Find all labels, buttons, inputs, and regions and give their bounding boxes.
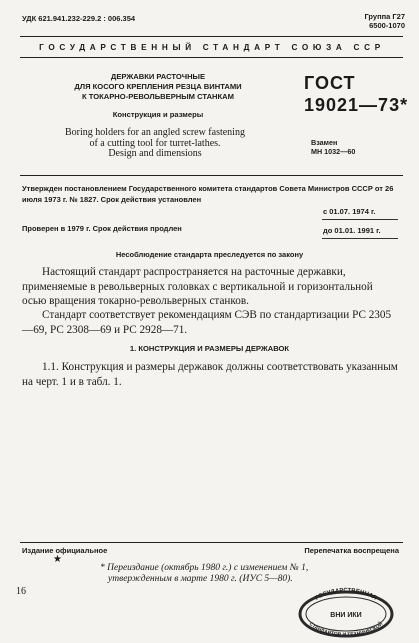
reissue-note-line-2: утвержденным в марте 1980 г. (ИУС 5—80). [108, 574, 293, 584]
approval-text: Утвержден постановлением Государственного комитета стандартов Совета Министров СССР от 26 июля 1973 г. № 1827. Срок действия установлен [22, 184, 394, 204]
body-paragraph-scope: Настоящий стандарт распространяется на расточные державки, применяемые в револьверных головках с вертикальной и горизонтальной осью вращения токарно-револьверных станков. [22, 266, 373, 307]
section-title: 1. КОНСТРУКЦИЯ И РАЗМЕРЫ ДЕРЖАВОК [129, 344, 290, 353]
replaces-value: МН 1032—60 [311, 147, 356, 156]
group-code [364, 12, 405, 30]
stamp-bottom-text: СТАНДАРТОВ И ТЕХНИЧЕСКОЙ [307, 621, 385, 638]
gost-number-block [304, 72, 408, 116]
stamp-center-text: ВНИ ИКИ [330, 612, 362, 619]
reissue-note-line-1: * Переиздание (октябрь 1980 г.) с изменением № 1, [100, 563, 309, 573]
title-ru-line-1: ДЕРЖАВКИ РАСТОЧНЫЕ [110, 72, 206, 81]
title-russian [60, 72, 256, 102]
title-ru-line-3: К ТОКАРНО-РЕВОЛЬВЕРНЫМ СТАНКАМ [82, 92, 234, 101]
official-edition: Издание официальное [22, 546, 108, 555]
footer-rule [20, 542, 403, 543]
banner-rule [20, 57, 403, 58]
title-subtitle: Конструкция и размеры [112, 110, 204, 119]
date-effective-from: с 01.07. 1974 г. [323, 207, 376, 216]
revision-text: Проверен в 1979 г. Срок действия продлен [22, 224, 182, 233]
replaces-block [311, 138, 355, 156]
udk-code: УДК 621.941.232-229.2 : 006.354 [22, 14, 136, 23]
header-bottom-rule [20, 175, 403, 176]
group-line-2: 6500-1070 [369, 21, 405, 30]
title-en-line-2: of a cutting tool for turret-lathes. [89, 137, 221, 149]
top-rule [20, 36, 403, 37]
reissue-note [100, 563, 360, 585]
star-icon: ★ [53, 554, 62, 565]
page-number: 16 [16, 586, 26, 597]
date-from-underline [322, 219, 398, 220]
gost-label: ГОСТ [304, 73, 356, 93]
stamp-top-text: ГОСУДАРСТВЕННАЯ [314, 587, 378, 602]
title-ru-line-2: ДЛЯ КОСОГО КРЕПЛЕНИЯ РЕЗЦА ВИНТАМИ [74, 82, 242, 91]
group-line-1: Группа Г27 [364, 12, 405, 21]
title-en-line-1: Boring holders for an angled screw fastening [65, 127, 245, 138]
library-stamp [296, 586, 396, 638]
gost-number: 19021—73* [304, 95, 409, 115]
replaces-label: Взамен [311, 138, 338, 147]
title-en-line-3: Design and dimensions [108, 148, 202, 159]
body-paragraph-cmea: Стандарт соответствует рекомендациям СЭВ по стандартизации РС 2305—69, РС 2308—69 и РС 2928—71. [22, 309, 392, 336]
date-to-underline [322, 238, 398, 239]
reprint-forbidden: Перепечатка воспрещена [304, 546, 399, 555]
date-extended-to: до 01.01. 1991 г. [323, 226, 381, 235]
title-english [40, 128, 270, 160]
svg-text:СТАНДАРТОВ И ТЕХНИЧЕСКОЙ [308, 619, 385, 638]
state-standard-banner: ГОСУДАРСТВЕННЫЙ СТАНДАРТ СОЮЗА ССР [39, 43, 385, 52]
law-warning: Несоблюдение стандарта преследуется по закону [115, 250, 304, 259]
body-paragraph-1-1: 1.1. Конструкция и размеры державок должны соответствовать указанным на черт. 1 и в табл. 1. [22, 361, 398, 388]
